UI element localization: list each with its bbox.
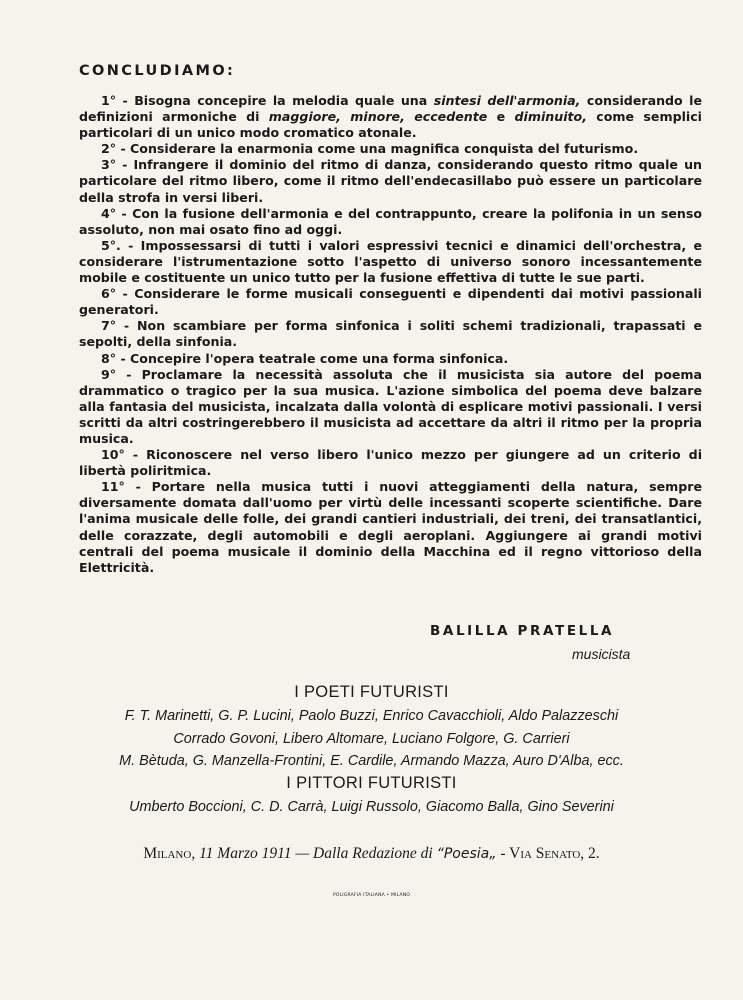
poets-title: I POETI FUTURISTI [294, 683, 449, 701]
poets-line: M. Bètuda, G. Manzella-Frontini, E. Cardile, Armando Mazza, Auro D'Alba, ecc. [119, 753, 624, 769]
point-text: Considerare le forme musicali conseguenti e dipendenti dai motivi passionali generatori. [79, 286, 702, 318]
painters-title: I PITTORI FUTURISTI [286, 774, 457, 792]
point-item [79, 351, 702, 367]
printer-credit: POLIGRAFIA ITALIANA • MILANO [332, 893, 411, 898]
point-text: Non scambiare per forma sinfonica i soliti schemi tradizionali, trapassati e sepolti, della sinfonia. [79, 318, 703, 350]
point-number: 9° - [101, 366, 132, 382]
point-number: 8° - [101, 350, 126, 366]
point-number: 11° - [101, 479, 141, 495]
imprint-address: - Via Senato, 2. [500, 845, 600, 862]
point-item [79, 141, 702, 157]
point-number: 1° - [101, 93, 128, 108]
point-text: Riconoscere nel verso libero l'unico mezzo per giungere ad un criterio di libertà poliritmica. [79, 447, 703, 479]
painters-line: Umberto Boccioni, C. D. Carrà, Luigi Russolo, Giacomo Balla, Gino Severini [129, 799, 614, 815]
point-item [79, 447, 702, 479]
point-text: come semplici particolari di un unico modo cromatico atonale. [79, 109, 703, 141]
point-text: Infrangere il dominio del ritmo di danza, considerando questo ritmo quale un particolare del ritmo libero, come il ritmo dell'endecasillabo può essere un particolare della strofa in versi liberi. [79, 157, 702, 205]
imprint-line [0, 845, 743, 863]
points-list [79, 93, 702, 576]
poets-line: Corrado Govoni, Libero Altomare, Luciano Folgore, G. Carrieri [173, 730, 570, 747]
point-item [79, 206, 702, 238]
point-emphasis: sintesi dell'armonia, [433, 93, 581, 108]
point-number: 3° - [101, 157, 128, 173]
point-text: Concepire l'opera teatrale come una forma sinfonica. [125, 350, 509, 366]
poets-line: F. T. Marinetti, G. P. Lucini, Paolo Buzzi, Enrico Cavacchioli, Aldo Palazzeschi [124, 708, 619, 724]
imprint-journal: “Poesia„ [436, 846, 497, 862]
point-number: 5°. - [101, 237, 134, 253]
point-emphasis: maggiore, minore, eccedente [268, 109, 488, 125]
point-item [79, 479, 702, 576]
point-number: 2° - [101, 141, 126, 157]
point-text: Considerare la enarmonia come una magnifica conquista del futurismo. [125, 141, 639, 157]
imprint-source: — Dalla Redazione di [295, 845, 433, 862]
painters-names [0, 796, 743, 819]
point-text: Bisogna concepire la melodia quale una [127, 93, 434, 108]
point-item [79, 157, 702, 205]
point-emphasis: diminuito, [514, 109, 587, 125]
point-text: Con la fusione dell'armonia e del contrappunto, creare la polifonia in un senso assoluto, non mai osato fino ad oggi. [79, 205, 702, 237]
point-number: 7° - [101, 318, 130, 334]
point-number: 4° - [101, 205, 127, 221]
signature-role: musicista [572, 646, 631, 662]
point-text: e [487, 109, 515, 125]
point-text: considerando le definizioni armoniche di [79, 93, 703, 125]
point-number: 10° - [101, 447, 139, 463]
point-item [79, 318, 702, 350]
point-text: Proclamare la necessità assoluta che il musicista sia autore del poema drammatico o tragico per la sua musica. L'azione simbolica del poema deve balzare alla fantasia del musicista, incalzata dalla volontà di esplicare motivi passionali. I versi scritti da altri costringerebbero il musicista ad accettare da altri il ritmo per la propria musica. [79, 366, 703, 446]
point-number: 6° - [101, 286, 128, 302]
section-heading: CONCLUDIAMO: [79, 63, 236, 79]
imprint-city: Milano, [143, 845, 196, 862]
point-item [79, 367, 702, 447]
poets-names [0, 705, 743, 773]
signature-name: BALILLA PRATELLA [430, 623, 615, 639]
imprint-date: 11 Marzo 1911 [199, 845, 292, 862]
point-item [79, 93, 702, 141]
point-text: Impossessarsi di tutti i valori espressivi tecnici e dinamici dell'orchestra, e considerare l'istrumentazione sotto l'aspetto di universo sonoro incessantemente mobile e costituente un unico tutto per la fusione effettiva di tutte le sue parti. [79, 237, 702, 286]
point-item [79, 286, 702, 318]
point-item [79, 238, 702, 286]
point-text: Portare nella musica tutti i nuovi atteggiamenti della natura, sempre diversamente domata dall'uomo per virtù delle incessanti scoperte scientifiche. Dare l'anima musicale delle folle, dei grandi cantieri industriali, dei treni, dei transatlantici, delle corazzate, degli automobili e degli aeroplani. Aggiungere ai grandi motivi centrali del poema musicale il dominio della Macchina ed il regno vittorioso della Elettricità. [79, 479, 702, 575]
